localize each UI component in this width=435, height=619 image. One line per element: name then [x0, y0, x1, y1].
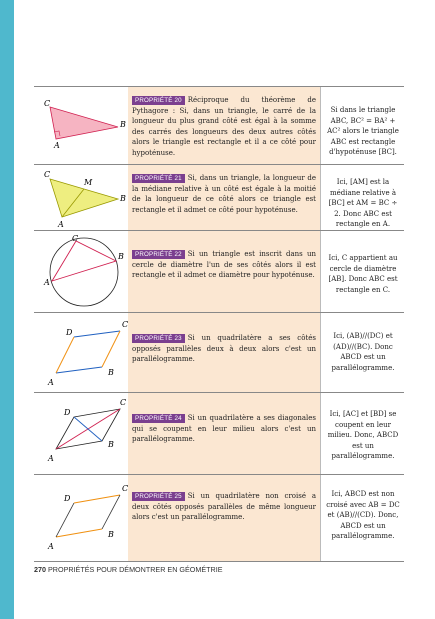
- figure-parallel-sides: [34, 313, 128, 393]
- property-statement: Si un triangle est inscrit dans un cercle de diamètre l'un de ses côtés alors il est rectangle et il admet ce diamètre pour hypoténuse.: [132, 250, 316, 279]
- example-text: Ici, (AB)//(DC) et (AD)//(BC). Donc ABCD est un parallélogramme.: [331, 332, 395, 372]
- property-badge: PROPRIÉTÉ 23: [132, 334, 185, 343]
- property-badge: PROPRIÉTÉ 25: [132, 492, 185, 501]
- property-badge: PROPRIÉTÉ 21: [132, 174, 185, 183]
- property-row: [34, 230, 404, 313]
- vertex-label: B: [120, 120, 126, 129]
- vertex-label: M: [84, 178, 93, 187]
- page-footer: [34, 565, 223, 574]
- property-badge: PROPRIÉTÉ 24: [132, 414, 185, 423]
- vertex-label: A: [48, 542, 54, 551]
- vertex-label: B: [118, 252, 124, 261]
- property-text-cell: [128, 393, 320, 475]
- property-badge: PROPRIÉTÉ 22: [132, 250, 185, 259]
- vertex-label: C: [120, 398, 127, 407]
- property-row: [34, 164, 404, 231]
- example-cell: [320, 313, 405, 393]
- example-text: Si dans le triangle ABC, BC² = BA² + AC² alors le triangle ABC est rectangle d'hypoténuse [BC].: [327, 106, 399, 156]
- vertex-label: C: [44, 170, 51, 179]
- vertex-label: B: [120, 194, 126, 203]
- vertex-label: B: [108, 530, 114, 539]
- example-text: Ici, ABCD est non croisé avec AB = DC et (AB)//(CD). Donc, ABCD est un parallélogramme.: [326, 490, 400, 540]
- property-row: [34, 474, 404, 562]
- example-text: Ici, [AM] est la médiane relative à [BC] et AM = BC ÷ 2. Donc ABC est rectangle en A.: [328, 178, 398, 228]
- page-edge-band: [0, 0, 14, 619]
- example-cell: [320, 87, 405, 165]
- property-row: [34, 392, 404, 475]
- vertex-label: A: [54, 141, 60, 150]
- example-cell: [320, 165, 405, 231]
- property-statement: Si un quadrilatère a ses diagonales qui se coupent en leur milieu alors c'est un parallélogramme.: [132, 414, 316, 443]
- property-statement: Si un quadrilatère a ses côtés opposés parallèles deux à deux alors c'est un parallélogramme.: [132, 334, 316, 363]
- example-cell: [320, 475, 405, 561]
- property-badge: PROPRIÉTÉ 20: [132, 96, 185, 105]
- example-cell: [320, 231, 405, 313]
- example-text: Ici, C appartient au cercle de diamètre [AB]. Donc ABC est rectangle en C.: [328, 254, 398, 294]
- example-cell: [320, 393, 405, 475]
- figure-diagonals: [34, 393, 128, 475]
- property-text-cell: [128, 313, 320, 393]
- vertex-label: D: [64, 408, 71, 417]
- vertex-label: B: [108, 368, 114, 377]
- figure-equal-parallel-sides: [34, 475, 128, 561]
- vertex-label: C: [44, 99, 51, 108]
- property-text-cell: [128, 231, 320, 313]
- property-row: [34, 312, 404, 393]
- vertex-label: C: [122, 320, 128, 329]
- property-text-cell: [128, 475, 320, 561]
- property-statement: Si un quadrilatère non croisé a deux côtés opposés parallèles de même longueur alors c'est un parallélogramme.: [132, 492, 316, 521]
- figure-right-triangle: [34, 87, 128, 165]
- figure-median-triangle: [34, 165, 128, 231]
- figure-inscribed-triangle: [34, 231, 128, 313]
- property-text-cell: [128, 87, 320, 165]
- vertex-label: D: [66, 328, 73, 337]
- property-row: [34, 86, 404, 165]
- vertex-label: A: [44, 278, 50, 287]
- vertex-label: A: [58, 220, 64, 229]
- property-text-cell: [128, 165, 320, 231]
- example-text: Ici, [AC] et [BD] se coupent en leur milieu. Donc, ABCD est un parallélogramme.: [327, 410, 399, 460]
- vertex-label: A: [48, 378, 54, 387]
- page-running-title: PROPRIÉTÉS POUR DÉMONTRER EN GÉOMÉTRIE: [48, 565, 223, 574]
- property-statement: Si, dans un triangle, la longueur de la médiane relative à un côté est égale à la moitié de la longueur de ce côté alors ce triangle est rectangle et il admet ce côté pour hypoténuse.: [132, 174, 316, 214]
- vertex-label: A: [48, 454, 54, 463]
- property-statement: Réciproque du théorème de Pythagore : Si, dans un triangle, le carré de la longueur du plus grand côté est égal à la somme des carrés des longueurs des deux autres côtés alors le triangle est rectangle et il a ce côté pour hypoténuse.: [132, 96, 316, 157]
- vertex-label: C: [72, 234, 79, 243]
- vertex-label: B: [108, 440, 114, 449]
- vertex-label: D: [64, 494, 71, 503]
- page-number: 270: [34, 565, 46, 574]
- vertex-label: C: [122, 484, 128, 493]
